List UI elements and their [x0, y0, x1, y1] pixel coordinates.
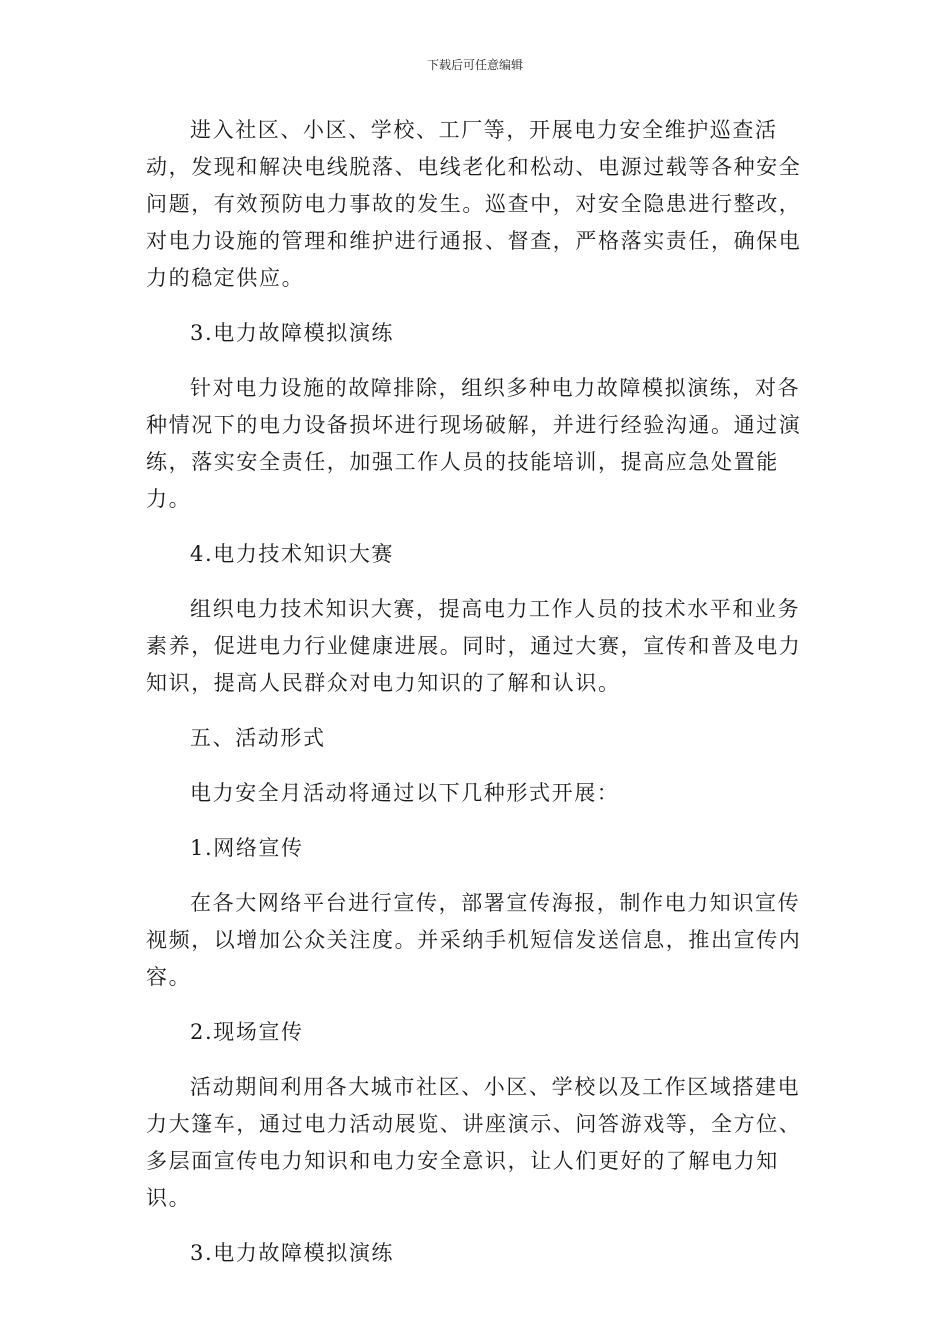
section-heading-activity-form: 五、活动形式 — [190, 726, 326, 750]
document-body — [146, 112, 810, 1290]
paragraph-online-promo: 在各大网络平台进行宣传，部署宣传海报，制作电力知识宣传视频，以增加公众关注度。并采纳手机短信发送信息，推出宣传内容。 — [146, 891, 802, 989]
paragraph-onsite-promo: 活动期间利用各大城市社区、小区、学校以及工作区域搭建电力大篷车，通过电力活动展览、讲座演示、问答游戏等，全方位、多层面宣传电力知识和电力安全意识，让人们更好的了解电力知识。 — [146, 1075, 802, 1210]
paragraph-activity-form-intro: 电力安全月活动将通过以下几种形式开展： — [190, 781, 620, 805]
section-heading-onsite-promo: 2.现场宣传 — [190, 1020, 304, 1044]
page-header-note: 下载后可任意编辑 — [426, 58, 523, 72]
paragraph-patrol: 进入社区、小区、学校、工厂等，开展电力安全维护巡查活动，发现和解决电线脱落、电线老化和松动、电源过载等各种安全问题，有效预防电力事故的发生。巡查中，对安全隐患进行整改，对电力设施的管理和维护进行通报、督查，严格落实责任，确保电力的稳定供应。 — [146, 118, 802, 290]
paragraph-fault-drill: 针对电力设施的故障排除，组织多种电力故障模拟演练，对各种情况下的电力设备损坏进行现场破解，并进行经验沟通。通过演练，落实安全责任，加强工作人员的技能培训，提高应急处置能力。 — [146, 376, 802, 511]
section-heading-fault-drill: 3.电力故障模拟演练 — [190, 321, 395, 345]
section-heading-knowledge-contest: 4.电力技术知识大赛 — [190, 542, 395, 566]
paragraph-knowledge-contest: 组织电力技术知识大赛，提高电力工作人员的技术水平和业务素养，促进电力行业健康进展。同时，通过大赛，宣传和普及电力知识，提高人民群众对电力知识的了解和认识。 — [146, 597, 802, 695]
section-heading-online-promo: 1.网络宣传 — [190, 836, 304, 860]
section-heading-fault-drill-2: 3.电力故障模拟演练 — [190, 1241, 395, 1265]
